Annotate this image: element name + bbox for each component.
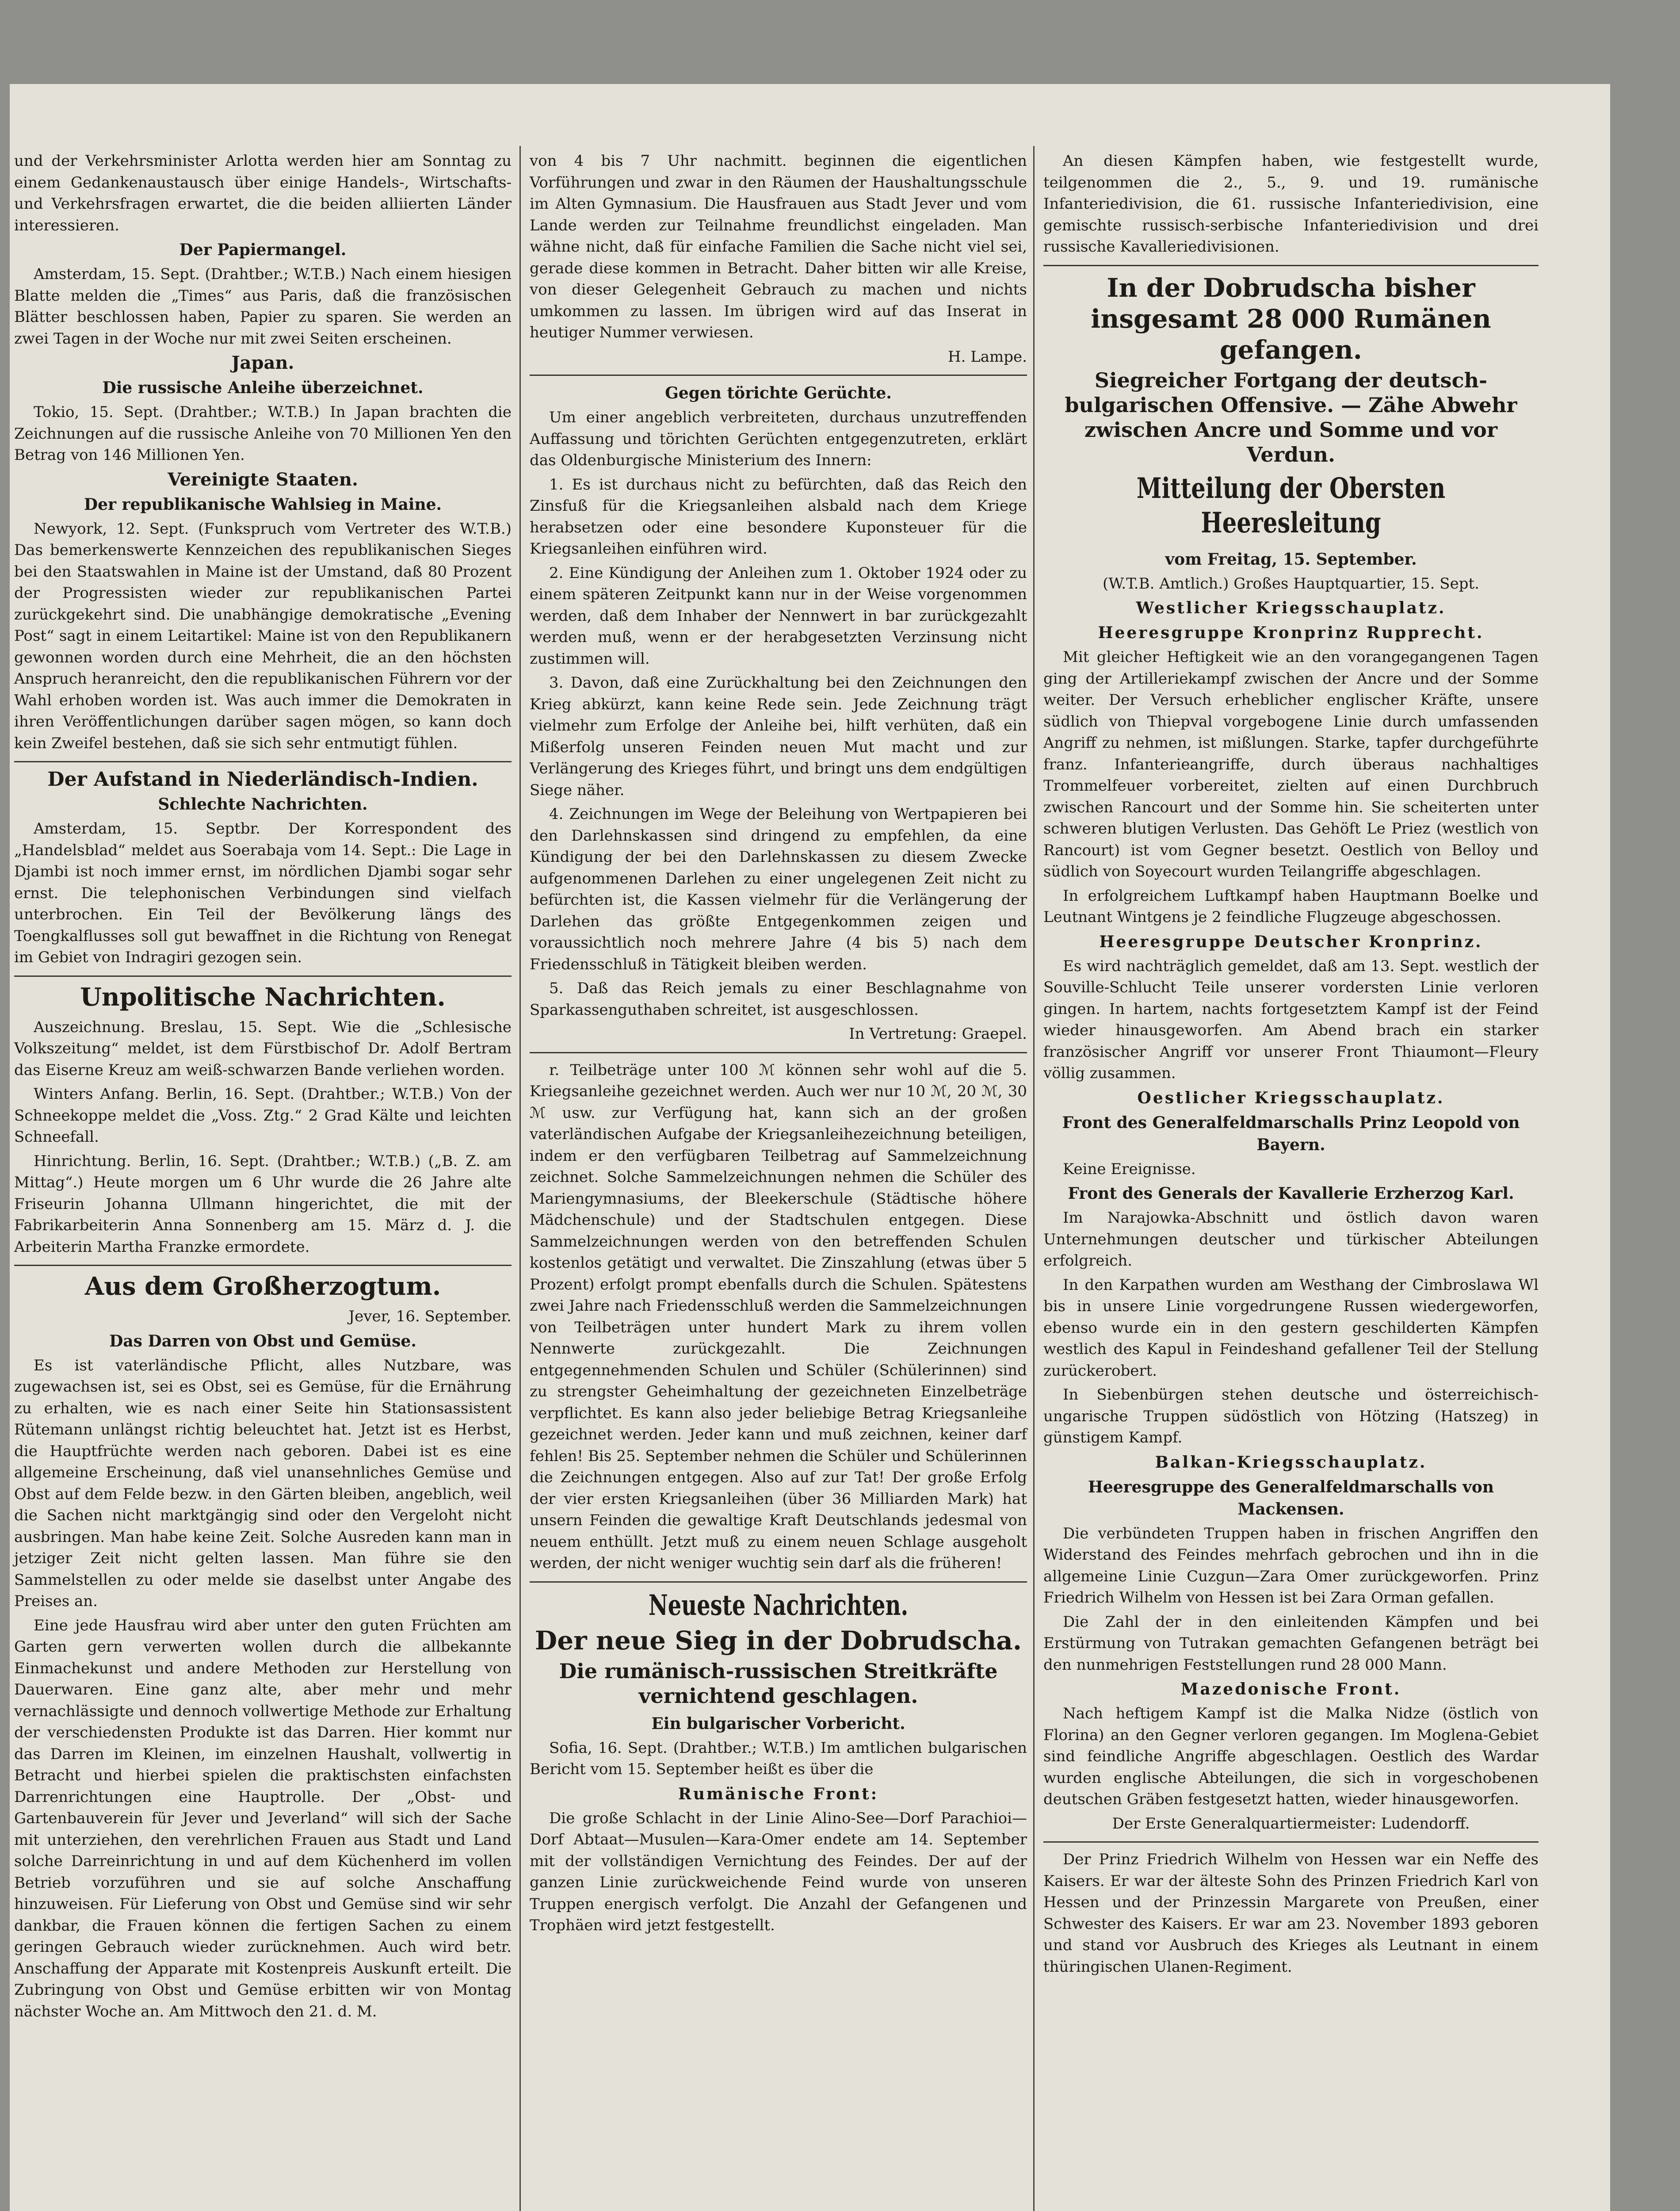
divider bbox=[14, 975, 512, 977]
article-text: Winters Anfang. Berlin, 16. Sept. (Drahtber.; W.T.B.) Von der Schneekoppe meldet die „Voss. Ztg.“ 2 Grad Kälte und leichten Schneefall. bbox=[14, 1085, 512, 1146]
subheading: Das Darren von Obst und Gemüse. bbox=[109, 1331, 416, 1350]
article-text: Hinrichtung. Berlin, 16. Sept. (Drahtber.; W.T.B.) („B. Z. am Mittag“.) Heute morgen um 6 Uhr wurde die 26 Jahre alte Friseurin Johanna Ullmann hingerichtet, die mit der Fabrikarbeiterin Anna Sonnenberg am 15. März d. J. die Arbeiterin Martha Franzke ermordete. bbox=[14, 1152, 512, 1256]
section-title: Aus dem Großherzogtum. bbox=[84, 1272, 441, 1301]
article-text: 2. Eine Kündigung der Anleihen zum 1. Oktober 1924 oder zu einem späteren Zeitpunkt kann nur in der Weise vorgenommen werden, daß dem Inhaber der Nennwert in bar zurückgezahlt werden muß, wenn er der herabgesetzten Verzinsung nicht zustimmen will. bbox=[530, 564, 1027, 668]
subheading: Schlechte Nachrichten. bbox=[158, 795, 368, 814]
headline: In der Dobrudscha bisher insgesamt 28 000 Rumänen gefangen. bbox=[1091, 272, 1491, 365]
divider bbox=[14, 1265, 512, 1266]
section-heading: Der Aufstand in Niederländisch-Indien. bbox=[47, 768, 478, 791]
headline: Der neue Sieg in der Dobrudscha. bbox=[535, 1625, 1022, 1656]
article-text: Auszeichnung. Breslau, 15. Sept. Wie die „Schlesische Volkszeitung“ meldet, ist dem Fürstbischof Dr. Adolf Bertram das Eiserne Kreuz am weiß-schwarzen Bande verliehen worden. bbox=[14, 1018, 512, 1079]
subheading: Ein bulgarischer Vorbericht. bbox=[651, 1714, 905, 1733]
section-title: Neueste Nachrichten. bbox=[648, 1588, 909, 1622]
newspaper-page bbox=[10, 84, 1610, 2211]
subheading: Front des Generalfeldmarschalls Prinz Leopold von Bayern. bbox=[1062, 1113, 1520, 1154]
article-text: Die Zahl der in den einleitenden Kämpfen und bei Erstürmung von Tutrakan gemachten Gefangenen beträgt bei den nunmehrigen Feststellungen rund 28 000 Mann. bbox=[1043, 1613, 1539, 1674]
signature: In Vertretung: Graepel. bbox=[849, 1025, 1027, 1043]
section-heading: Der Papiermangel. bbox=[179, 241, 347, 259]
article-text: 4. Zeichnungen im Wege der Beleihung von Wertpapieren bei den Darlehnskassen sind dringend zu empfehlen, da eine Kündigung der bei den Darlehnskassen zu diesem Zwecke aufgenommenen Darlehen zu einer ungelegenen Zeit nicht zu befürchten ist, die Kassen vielmehr für die Verlängerung der Darlehen das größte Entgegenkommen zeigen und voraussichtlich noch mehrere Jahre (4 bis 5) nach dem Friedensschluß in Tätigkeit bleiben werden. bbox=[530, 805, 1027, 973]
subheading: Heeresgruppe Kronprinz Rupprecht. bbox=[1098, 624, 1484, 642]
column-3 bbox=[1043, 150, 1539, 1980]
section-heading: Gegen törichte Gerüchte. bbox=[665, 384, 892, 402]
subheading: Heeresgruppe Deutscher Kronprinz. bbox=[1099, 932, 1483, 951]
article-text: Tokio, 15. Sept. (Drahtber.; W.T.B.) In Japan brachten die Zeichnungen auf die russische Anleihe von 70 Millionen Yen den Betrag von 146 Millionen Yen. bbox=[14, 403, 512, 464]
column-2 bbox=[530, 150, 1027, 1939]
subheading: Westlicher Kriegsschauplatz. bbox=[1136, 599, 1446, 617]
divider bbox=[530, 375, 1027, 376]
divider bbox=[1043, 265, 1539, 266]
column-1 bbox=[14, 150, 512, 2025]
article-text: Die große Schlacht in der Linie Alino-See—Dorf Parachioi—Dorf Abtaat—Musulen—Kara-Omer endete am 14. September mit der vollständigen Vernichtung des Feindes. Der auf der ganzen Linie zurückweichende Feind wurde von unseren Truppen energisch verfolgt. Die Anzahl der Gefangenen und Trophäen wird jetzt festgestellt. bbox=[530, 1809, 1027, 1934]
article-text: Sofia, 16. Sept. (Drahtber.; W.T.B.) Im amtlichen bulgarischen Bericht vom 15. September heißt es über die bbox=[530, 1739, 1027, 1778]
article-text: Im Narajowka-Abschnitt und östlich davon waren Unternehmungen deutscher und türkischer Abteilungen erfolgreich. bbox=[1043, 1209, 1539, 1270]
article-text: Es ist vaterländische Pflicht, alles Nutzbare, was zugewachsen ist, sei es Obst, sei es Gemüse, für die Ernährung zu erhalten, wie es nach einer Seite hin Stationsassistent Rütemann unlängst richtig beleuchtet hat. Jetzt ist es Herbst, die Hauptfrüchte werden nach geboren. Dabei ist es eine allgemeine Erscheinung, daß viel unansehnliches Gemüse und Obst auf dem Felde bezw. in den Gärten bleiben, angeblich, weil die Sachen nicht marktgängig sind oder den Vergeloht nicht ausbringen. Man habe keine Zeit. Solche Ausreden kann man in jetziger Zeit nicht gelten lassen. Man führe sie den Sammelstellen zu oder melde sie daselbst unter Angabe des Preises an. bbox=[14, 1356, 512, 1610]
article-text: Mit gleicher Heftigkeit wie an den vorangegangenen Tagen ging der Artilleriekampf zwischen der Ancre und der Somme weiter. Der Versuch erheblicher englischer Kräfte, unsere südlich von Thiepval vorgebogene Linie durch umfassenden Angriff zu nehmen, ist mißlungen. Starke, tapfer durchgeführte franz. Infanterieangriffe, durch überaus nachhaltiges Trommelfeuer vorbereitet, zielten auf einen Durchbruch zwischen Rancourt und der Somme hin. Sie scheiterten unter schweren blutigen Verlusten. Das Gehöft Le Priez (westlich von Rancourt) ist vom Gegner besetzt. Oestlich von Belloy und südlich von Soyecourt wurden Teilangriffe abgeschlagen. bbox=[1043, 648, 1539, 880]
article-text: In Siebenbürgen stehen deutsche und österreichisch-ungarische Truppen südöstlich von Hötzing (Hatszeg) in günstigem Kampf. bbox=[1043, 1386, 1539, 1446]
article-text: (W.T.B. Amtlich.) Großes Hauptquartier, 15. Sept. bbox=[1103, 574, 1479, 593]
divider bbox=[1043, 1841, 1539, 1843]
subheading: Heeresgruppe des Generalfeldmarschalls von Mackensen. bbox=[1088, 1477, 1494, 1519]
article-text: r. Teilbeträge unter 100 ℳ können sehr wohl auf die 5. Kriegsanleihe gezeichnet werden. Auch wer nur 10 ℳ, 20 ℳ, 30 ℳ usw. zur Verfügung hat, kann sich an der großen vaterländischen Aufgabe der Kriegsanleihezeichnung beteiligen, indem er den verfügbaren Teilbetrag auf Sammelzeichnung zeichnet. Solche Sammelzeichnungen nehmen die Schüler des Mariengymnasiums, der Bleekerschule (Städtische höhere Mädchenschule) und der Stadtschulen entgegen. Diese Sammelzeichnungen werden von den betreffenden Schulen kostenlos getätigt und verwaltet. Die Zinszahlung (etwas über 5 Prozent) erfolgt prompt ebenfalls durch die Schulen. Spätestens zwei Jahre nach Friedensschluß werden die Sammelzeichnungen von Teilbeträgen unter hundert Mark zu ihrem vollen Nennwerte zurückgezahlt. Die Zeichnungen entgegennehmenden Schulen und Schüler (Schülerinnen) sind zu strengster Geheimhaltung der gezeichneten Einzelbeträge verpflichtet. Es kann also jeder beliebige Betrag Kriegsanleihe gezeichnet werden. Jeder kann und muß zeichnen, keiner darf fehlen! Bis 25. September nehmen die Schüler und Schülerinnen die Zeichnungen entgegen. Also auf zur Tat! Der große Erfolg der vier ersten Kriegsanleihen (über 36 Milliarden Mark) hat unsern Feinden die gewaltige Kraft Deutschlands jedesmal von neuem enthüllt. Jetzt muß zu einem neuen Schlage ausgeholt werden, der nicht weniger wuchtig sein darf als die früheren! bbox=[530, 1061, 1027, 1572]
column-rule bbox=[519, 146, 521, 2211]
article-text: von 4 bis 7 Uhr nachmitt. beginnen die eigentlichen Vorführungen und zwar in den Räumen der Haushaltungsschule im Alten Gymnasium. Die Hausfrauen aus Stadt Jever und vom Lande werden zur Teilnahme freundlichst eingeladen. Man wähne nicht, daß für einfache Familien die Sache nicht viel sei, gerade diese kommen in Betracht. Daher bitten wir alle Kreise, von dieser Gelegenheit Gebrauch zu machen und nichts umkommen zu lassen. Im übrigen wird auf das Inserat in heutiger Nummer verwiesen. bbox=[530, 152, 1027, 341]
headline-sub: Siegreicher Fortgang der deutsch-bulgarischen Offensive. — Zähe Abwehr zwischen Ancre und Somme und vor Verdun. bbox=[1065, 368, 1517, 467]
subheading: Oestlicher Kriegsschauplatz. bbox=[1137, 1088, 1445, 1107]
article-text: 5. Daß das Reich jemals zu einer Beschlagnahme von Sparkassenguthaben schreitet, ist ausgeschlossen. bbox=[530, 979, 1027, 1019]
article-text: An diesen Kämpfen haben, wie festgestellt wurde, teilgenommen die 2., 5., 9. und 19. rumänische Infanteriedivision, die 61. russische Infanteriedivision, eine gemischte russisch-serbische Infanteriedivision und drei russische Kavalleriedivisionen. bbox=[1043, 152, 1539, 256]
section-heading: Japan. bbox=[231, 352, 294, 373]
divider bbox=[530, 1581, 1027, 1583]
article-text: Um einer angeblich verbreiteten, durchaus unzutreffenden Auffassung und törichten Gerüchten entgegenzutreten, erklärt das Oldenburgische Ministerium des Innern: bbox=[530, 409, 1027, 469]
subheading: vom Freitag, 15. September. bbox=[1165, 550, 1417, 569]
subheading: Balkan-Kriegsschauplatz. bbox=[1155, 1453, 1427, 1472]
subheading: Der republikanische Wahlsieg in Maine. bbox=[84, 495, 442, 514]
divider bbox=[14, 761, 512, 762]
signature: H. Lampe. bbox=[947, 348, 1027, 366]
article-text: Amsterdam, 15. Sept. (Drahtber.; W.T.B.) Nach einem hiesigen Blatte melden die „Times“ aus Paris, daß die französischen Blätter beschlossen haben, Papier zu sparen. Sie werden an zwei Tagen in der Woche nur mit zwei Seiten erscheinen. bbox=[14, 265, 512, 348]
article-text: und der Verkehrsminister Arlotta werden hier am Sonntag zu einem Gedankenaustausch über einige Handels-, Wirtschafts- und Verkehrsfragen erwartet, die die beiden alliierten Länder interessieren. bbox=[14, 152, 512, 234]
article-text: In den Karpathen wurden am Westhang der Cimbroslawa Wl bis in unsere Linie vorgedrungene Russen wiedergeworfen, ebenso wurde ein in den gestern geschilderten Kämpfen westlich des Kapul in Feindeshand gefallener Teil der Stellung zurückerobert. bbox=[1043, 1276, 1539, 1380]
divider bbox=[530, 1052, 1027, 1053]
section-heading: Vereinigte Staaten. bbox=[168, 469, 358, 490]
article-text: Newyork, 12. Sept. (Funkspruch vom Vertreter des W.T.B.) Das bemerkenswerte Kennzeichen des republikanischen Sieges bei den Staatswahlen in Maine ist der Umstand, daß 80 Prozent der Progressisten wieder zur republikanischen Partei zurückgekehrt sind. Die unabhängige demokratische „Evening Post“ sagt in einem Leitartikel: Maine ist von den Republikanern gewonnen worden durch eine Mehrheit, die an den höchsten Anspruch heranreicht, den die republikanischen Führern vor der Wahl erhoben worden ist. Was auch immer die Demokraten in ihren Veröffentlichungen darüber sagen mögen, so kann doch kein Zweifel bestehen, daß sie sich sehr entmutigt fühlen. bbox=[14, 520, 512, 752]
section-title: Unpolitische Nachrichten. bbox=[80, 982, 446, 1012]
article-text: Eine jede Hausfrau wird aber unter den guten Früchten am Garten gern verwerten wollen durch die allbekannte Einmachekunst und andere Methoden zur Herstellung von Dauerwaren. Eine ganz alte, aber mehr und mehr vernachlässigte und dennoch vollwertige Methode zur Erhaltung der verschiedensten Produkte ist das Darren. Hier kommt nur das Darren im Kleinen, im einzelnen Haushalt, vollwertig in Betracht und hierbei spielen die praktischsten einfachsten Darrenrichtungen eine Hauptrolle. Der „Obst- und Gartenbauverein für Jever und Jeverland“ will sich der Sache mit unterziehen, den verehrlichen Frauen aus Stadt und Land solche Darreinrichtung in und auf dem Küchenherd im vollen Betrieb vorzuführen und sie auf solche Anschaffung hinzuweisen. Für Lieferung von Obst und Gemüse sind wir sehr dankbar, die Frauen können die fertigen Sachen zu einem geringen Gebrauch wieder zurücknehmen. Auch wird betr. Anschaffung der Apparate mit Kostenpreis Auskunft erteilt. Die Zubringung von Obst und Gemüse erbitten wir von Montag nächster Woche an. Am Mittwoch den 21. d. M. bbox=[14, 1616, 512, 2020]
article-text: Amsterdam, 15. Septbr. Der Korrespondent des „Handelsblad“ meldet aus Soerabaja vom 14. Sept.: Die Lage in Djambi ist noch immer ernst, im nördlichen Djambi sogar sehr ernst. Die telephonischen Verbindungen sind vielfach unterbrochen. Ein Teil der Bevölkerung längs des Toengkalflusses soll gut bewaffnet in die Richtung von Renegat im Gebiet von Indragiri gezogen sein. bbox=[14, 820, 512, 966]
article-text: Der Prinz Friedrich Wilhelm von Hessen war ein Neffe des Kaisers. Er war der älteste Sohn des Prinzen Friedrich Karl von Hessen und der Prinzessin Margarete von Preußen, einer Schwester des Kaisers. Er war am 23. November 1893 geboren und stand vor Ausbruch des Krieges als Leutnant in einem thüringischen Ulanen-Regiment. bbox=[1043, 1851, 1539, 1976]
article-text: Nach heftigem Kampf ist die Malka Nidze (östlich von Florina) an den Gegner verloren gegangen. Im Moglena-Gebiet sind feindliche Angriffe abgeschlagen. Oestlich des Wardar wurden englische Abteilungen, die sich in vorgeschobenen deutschen Gräben festgesetzt hatten, wieder hinausgeworfen. bbox=[1043, 1705, 1539, 1808]
headline-sub: Die rumänisch-russischen Streitkräfte vernichtend geschlagen. bbox=[559, 1659, 998, 1708]
signature: Der Erste Generalquartiermeister: Ludendorff. bbox=[1112, 1814, 1470, 1832]
article-text: Es wird nachträglich gemeldet, daß am 13. Sept. westlich der Souville-Schlucht Teile unserer vordersten Linie verloren gingen. In hartem, nachts fortgesetztem Kampf ist der Feind wieder hinausgeworfen. Am Abend brach ein starker französischer Angriff vor unserer Front Thiaumont—Fleury völlig zusammen. bbox=[1043, 957, 1539, 1082]
dateline: Jever, 16. September. bbox=[348, 1308, 512, 1325]
article-text: 3. Davon, daß eine Zurückhaltung bei den Zeichnungen den Krieg abkürzt, kann keine Rede sein. Jede Zeichnung trägt vielmehr zum Erfolge der Anleihe bei, hilft verhüten, daß ein Mißerfolg unseren Feinden neuen Mut macht und zur Verlängerung des Krieges führt, und bringt uns dem endgültigen Siege näher. bbox=[530, 674, 1027, 799]
subheading: Front des Generals der Kavallerie Erzherzog Karl. bbox=[1068, 1184, 1514, 1203]
article-text: In erfolgreichem Luftkampf haben Hauptmann Boelke und Leutnant Wintgens je 2 feindliche Flugzeuge abgeschossen. bbox=[1043, 887, 1539, 926]
section-title: Mitteilung der Obersten Heeresleitung bbox=[1136, 471, 1446, 539]
column-rule bbox=[1033, 146, 1035, 2211]
subheading: Rumänische Front: bbox=[678, 1784, 879, 1803]
article-text: Keine Ereignisse. bbox=[1063, 1160, 1196, 1178]
article-text: Die verbündeten Truppen haben in frischen Angriffen den Widerstand des Feindes mehrfach gebrochen und ihn in die allgemeine Linie Cuzgun—Zara Omer zurückgeworfen. Prinz Friedrich Wilhelm von Hessen ist bei Zara Orman gefallen. bbox=[1043, 1524, 1539, 1607]
subheading: Die russische Anleihe überzeichnet. bbox=[102, 379, 424, 397]
article-text: 1. Es ist durchaus nicht zu befürchten, daß das Reich den Zinsfuß für die Kriegsanleihen alsbald nach dem Kriege herabsetzen oder eine besondere Kuponsteuer für die Kriegsanleihen einführen wird. bbox=[530, 475, 1027, 558]
subheading: Mazedonische Front. bbox=[1180, 1680, 1401, 1698]
